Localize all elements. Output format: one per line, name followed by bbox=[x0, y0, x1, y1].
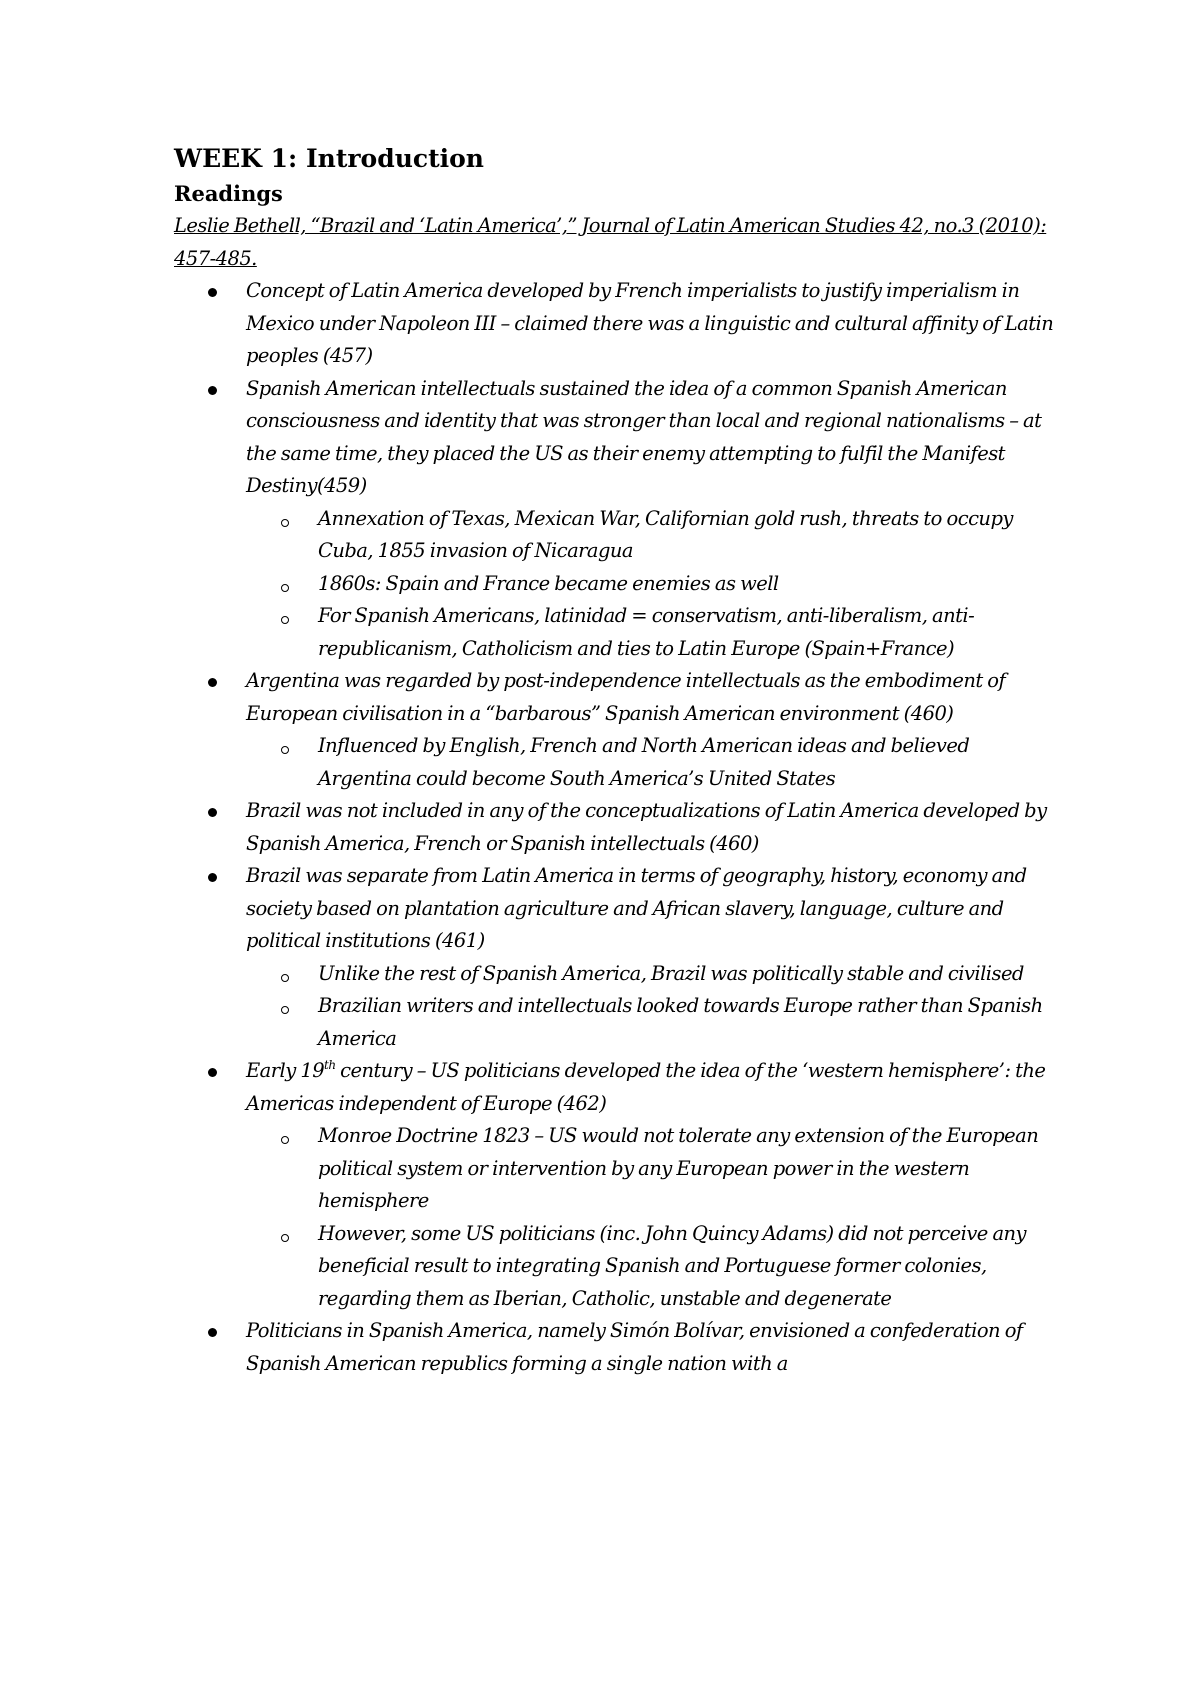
sub-list-item bbox=[174, 568, 1054, 601]
bullet-marker bbox=[208, 678, 217, 687]
sub-list-item bbox=[174, 958, 1054, 991]
list-item-text: Brazil was not included in any of the conceptualizations of Latin America developed by Spanish America, French or Spanish intellectuals (460) bbox=[246, 799, 1047, 855]
list-item-text: Brazil was separate from Latin America in terms of geography, history, economy and society based on plantation agriculture and African slavery, language, culture and political institutions (461) bbox=[246, 864, 1027, 952]
circle-marker bbox=[281, 616, 289, 624]
list-item bbox=[174, 1055, 1054, 1120]
readings-heading: Readings bbox=[174, 181, 283, 206]
document-page bbox=[174, 142, 1054, 1380]
list-item-text: For Spanish Americans, latinidad = conservatism, anti-liberalism, anti-republicanism, Catholicism and ties to Latin Europe (Spain+France) bbox=[318, 604, 975, 660]
list-item-text: Brazilian writers and intellectuals looked towards Europe rather than Spanish America bbox=[318, 994, 1043, 1050]
list-item bbox=[174, 1315, 1054, 1380]
list-item-text: Spanish American intellectuals sustained the idea of a common Spanish American consciousness and identity that was stronger than local and regional nationalisms – at the same time, they placed the US as their enemy attempting to fulfil the Manifest Destiny(459) bbox=[246, 376, 1042, 497]
superscript: th bbox=[324, 1058, 336, 1072]
list-item-text: Annexation of Texas, Mexican War, Californian gold rush, threats to occupy Cuba, 1855 invasion of Nicaragua bbox=[318, 506, 1013, 562]
sub-list-item bbox=[174, 730, 1054, 795]
circle-marker bbox=[281, 1136, 289, 1144]
bullet-marker bbox=[208, 808, 217, 817]
list-item bbox=[174, 665, 1054, 730]
bullet-marker bbox=[208, 873, 217, 882]
list-item-text-before: Early 19 bbox=[246, 1059, 325, 1082]
circle-marker bbox=[281, 746, 289, 754]
circle-marker bbox=[281, 1234, 289, 1242]
list-item-text: Monroe Doctrine 1823 – US would not tolerate any extension of the European political system or intervention by any European power in the western hemisphere bbox=[318, 1124, 1039, 1212]
circle-marker bbox=[281, 519, 289, 527]
bullet-marker bbox=[208, 386, 217, 395]
list-item-text: Unlike the rest of Spanish America, Brazil was politically stable and civilised bbox=[318, 961, 1024, 985]
sub-list-item bbox=[174, 1120, 1054, 1218]
list-item-text: Influenced by English, French and North American ideas and believed Argentina could become South America’s United States bbox=[318, 734, 970, 790]
bullet-marker bbox=[208, 1328, 217, 1337]
list-item bbox=[174, 373, 1054, 503]
list-item-text: However, some US politicians (inc. John Quincy Adams) did not perceive any beneficial result to integrating Spanish and Portuguese former colonies, regarding them as Iberian, Catholic, unstable and degenerate bbox=[318, 1221, 1026, 1310]
circle-marker bbox=[281, 584, 289, 592]
list-item-text: Argentina was regarded by post-independence intellectuals as the embodiment of European civilisation in a “barbarous” Spanish American environment (460) bbox=[246, 669, 1006, 725]
sub-list-item bbox=[174, 503, 1054, 568]
page-title: WEEK 1: Introduction bbox=[174, 144, 484, 173]
list-item bbox=[174, 795, 1054, 860]
list-item-text: Politicians in Spanish America, namely Simón Bolívar, envisioned a confederation of Spanish American republics forming a single nation with a bbox=[246, 1319, 1023, 1375]
notes-list bbox=[174, 275, 1054, 1380]
list-item bbox=[174, 860, 1054, 958]
sub-list-item bbox=[174, 990, 1054, 1055]
circle-marker bbox=[281, 974, 289, 982]
bullet-marker bbox=[208, 288, 217, 297]
list-item bbox=[174, 275, 1054, 373]
circle-marker bbox=[281, 1006, 289, 1014]
list-item-text bbox=[246, 1059, 1045, 1115]
list-item-text: 1860s: Spain and France became enemies as well bbox=[318, 571, 779, 595]
bullet-marker bbox=[208, 1068, 217, 1077]
sub-list-item bbox=[174, 600, 1054, 665]
sub-list-item bbox=[174, 1218, 1054, 1316]
list-item-text: Concept of Latin America developed by French imperialists to justify imperialism in Mexico under Napoleon III – claimed there was a linguistic and cultural affinity of Latin peoples (457) bbox=[246, 279, 1054, 367]
list-item-text-after: century – US politicians developed the idea of the ‘western hemisphere’: the Americas independent of Europe (462) bbox=[246, 1059, 1046, 1115]
reading-citation: Leslie Bethell, “Brazil and ‘Latin America’,” Journal of Latin American Studies 42, no.3 (2010): 457-485. bbox=[174, 214, 1047, 270]
